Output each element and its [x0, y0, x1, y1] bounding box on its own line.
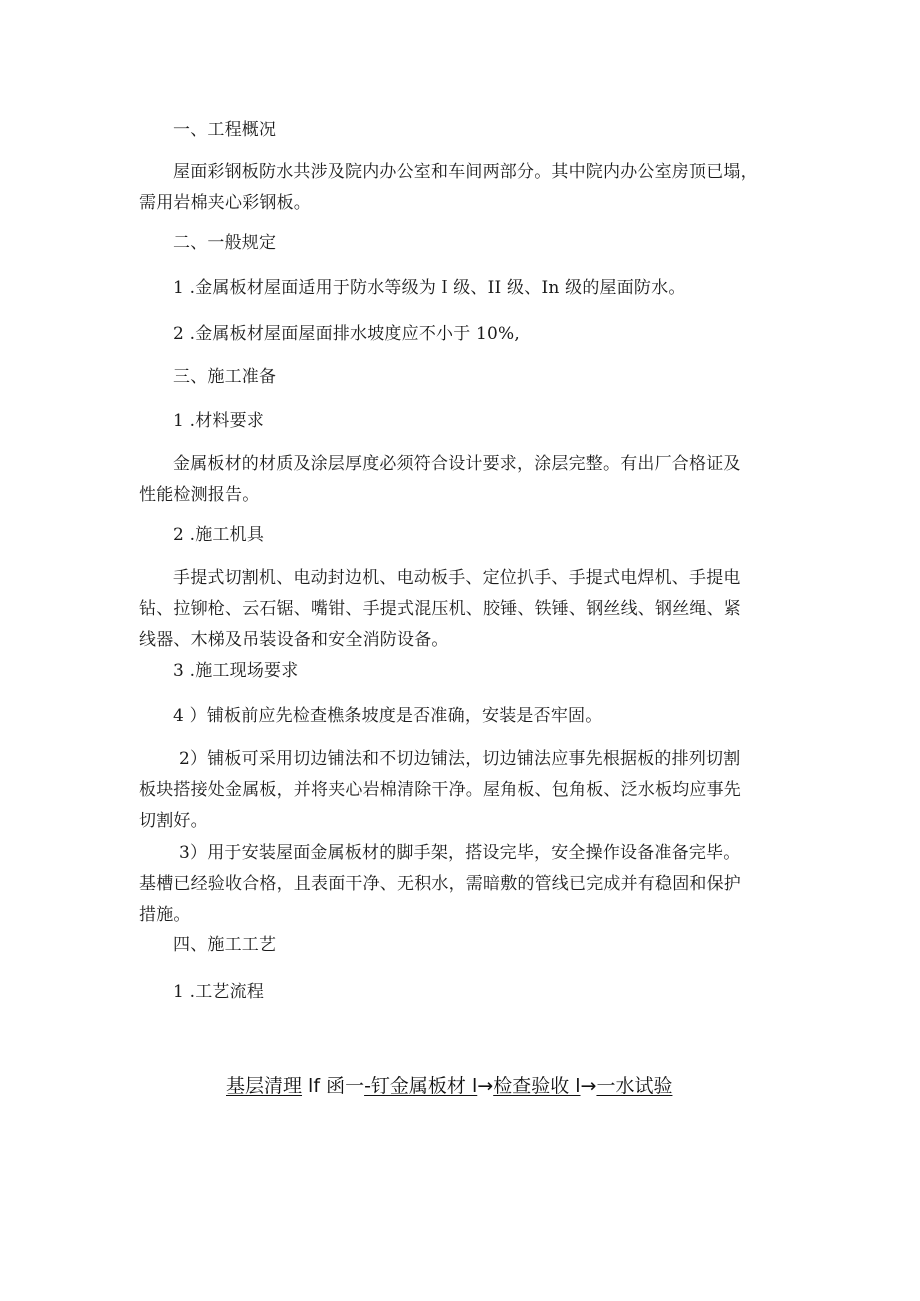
- arrow-icon: →: [477, 1075, 494, 1097]
- text-line: 性能检测报告。: [139, 485, 260, 505]
- flow-step-fix-metal-sheet: -钉金属板材 l: [364, 1075, 478, 1097]
- flow-step-water-test: 一水试验: [596, 1075, 673, 1097]
- text-line: 板块搭接处金属板，并将夹心岩棉清除干净。屋角板、包角板、泛水板均应事先: [139, 780, 741, 800]
- subheading-materials: 1 .材料要求: [173, 411, 265, 431]
- section-heading-process: 四、施工工艺: [173, 935, 277, 955]
- text-line: 基槽已经验收合格，且表面干净、无积水，需暗敷的管线已完成并有稳固和保护: [139, 874, 741, 894]
- paragraph-requirement-2: [139, 744, 799, 837]
- text-line: 金属板材的材质及涂层厚度必须符合设计要求，涂层完整。有出厂合格证及: [173, 454, 741, 474]
- paragraph-tools: [139, 563, 799, 656]
- section-heading-preparation: 三、施工准备: [173, 367, 277, 387]
- process-flow-line: [226, 1070, 672, 1102]
- rule-item-2: 2 .金属板材屋面屋面排水坡度应不小于 10%,: [173, 324, 521, 344]
- paragraph-materials: [139, 449, 799, 511]
- flow-step-base-cleaning: 基层清理: [226, 1075, 303, 1097]
- flow-step-inspection: 检查验收 l: [493, 1075, 581, 1097]
- section-heading-overview: 一、工程概况: [173, 120, 277, 140]
- text-line: 钻、拉铆枪、云石锯、嘴钳、手提式混压机、胶锤、铁锤、钢丝线、钢丝绳、紧: [139, 599, 741, 619]
- text-line: 措施。: [139, 905, 191, 925]
- subheading-tools: 2 .施工机具: [173, 525, 265, 545]
- section-heading-general: 二、一般规定: [173, 233, 277, 253]
- text-line: 切割好。: [139, 811, 208, 831]
- text-line: 需用岩棉夹心彩钢板。: [139, 193, 311, 213]
- subheading-site-requirements: 3 .施工现场要求: [173, 661, 299, 681]
- text-line: 屋面彩钢板防水共涉及院内办公室和车间两部分。其中院内办公室房顶已塌，: [173, 162, 758, 182]
- flow-connector: lf 函一: [302, 1075, 365, 1097]
- text-line: 3）用于安装屋面金属板材的脚手架，搭设完毕，安全操作设备准备完毕。: [179, 843, 741, 863]
- arrow-icon: →: [580, 1075, 597, 1097]
- requirement-item-4: 4 ）铺板前应先检查樵条坡度是否准确，安装是否牢固。: [173, 706, 603, 726]
- paragraph-requirement-3: [139, 838, 799, 931]
- text-line: 手提式切割机、电动封边机、电动板手、定位扒手、手提式电焊机、手提电: [173, 568, 741, 588]
- rule-item-1: 1 .金属板材屋面适用于防水等级为Ｉ级、II 级、In 级的屋面防水。: [173, 278, 686, 298]
- subheading-workflow: 1 .工艺流程: [173, 982, 265, 1002]
- paragraph-overview: [139, 157, 799, 219]
- text-line: 线器、木梯及吊装设备和安全消防设备。: [139, 630, 449, 650]
- text-line: 2）铺板可采用切边铺法和不切边铺法，切边铺法应事先根据板的排列切割: [179, 749, 741, 769]
